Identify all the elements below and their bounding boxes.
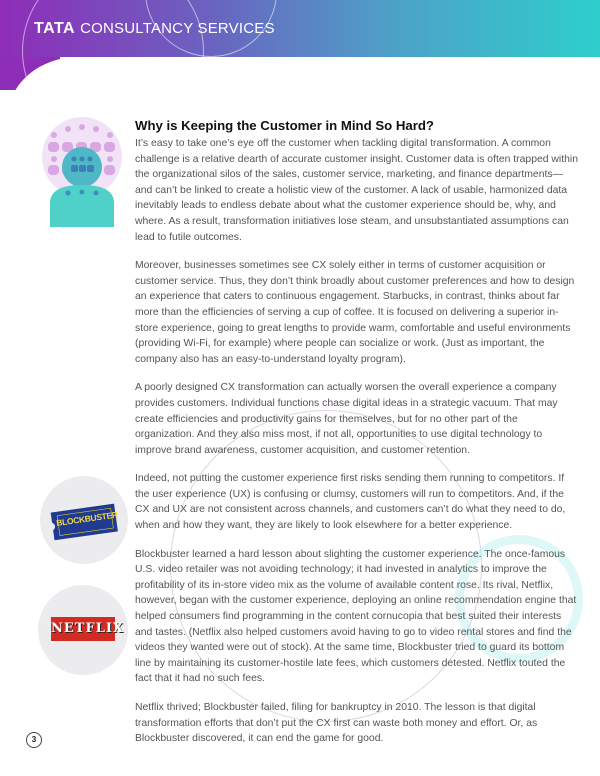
header-banner [0,0,600,90]
page-number: 3 [26,732,42,748]
paragraph: Blockbuster learned a hard lesson about slighting the customer experience. The once-famous U.S. video retailer was not avoiding technology; it had invested in analytics to improve the profitability of its in-store video mix as the volume of available content rose. Its rival, Netflix, however, began with the customer experience, deploying an online recommendation engine that helped consumers find programming in the content cornucopia that best suited their interests and tastes. (Netflix also helped customers avoid having to go to video rental stores and find the videos they wanted were out of stock). At the same time, Blockbuster tried to guard its bottom line by maintaining its customer-hostile late fees, which customers detested. Netflix touted the fact that it had no such fees. [135,548,577,685]
brand-bold: TATA [34,20,76,37]
paragraph: Netflix thrived; Blockbuster failed, filing for bankruptcy in 2010. The lesson is that digital transformation efforts that don’t put the CX first can waste both money and effort. Or, as Blockbuster discovered, it can end the game for good. [135,702,538,745]
tcs-logo [34,20,275,38]
netflix-logo-badge [38,585,128,675]
blockbuster-logo-text: BLOCKBUSTER [55,509,119,528]
paragraph: It’s easy to take one’s eye off the customer when tackling digital transformation. A common challenge is a relative dearth of accurate customer insight. Customer data is often trapped within the organizational silos of the sales, customer service, marketing, and finance departments—and can’t be linked to create a holistic view of the customer. A lack of usable, harmonized data inevitably leads to endless debate about what the customer experience should be, why, and where. As a result, transformation initiatives lose steam, and unsubstantiated assumptions can lead to futile outcomes. [135,138,578,243]
paragraph: A poorly designed CX transformation can actually worsen the overall experience a company provides customers. Individual functions chase digital ideas in a strategic vacuum. That may create efficiencies and productivity gains for themselves, but for no other part of the organization. And they also miss most, if not all, opportunities to use digital technology to improve brand awareness, customer acquisition, and customer retention. [135,382,558,456]
customer-crowd-icon [40,115,124,227]
paragraph: Indeed, not putting the customer experience first risks sending them running to competitors. If the user experience (UX) is confusing or clumsy, customers will run to competitors. And, if the CX and UX are not consistent across channels, and customers can’t do what they need to do, when and how they want, they are likely to look elsewhere for a better experience. [135,473,566,532]
brand-rest: CONSULTANCY SERVICES [80,20,275,37]
paragraph: Moreover, businesses sometimes see CX solely either in terms of customer acquisition or customer service. Thus, they don’t think broadly about customer preferences and how to design an experience that caters to continuous engagement. Starbucks, in contrast, thinks about far more than the efficiencies of serving a cup of coffee. It is focused on delivering a superior in-store experience, going to great lengths to provide warm, comfortable and useful environments (providing Wi-Fi, for example) where people can socialize or work. (Just as important, the company also has an easy-to-understand loyalty program). [135,260,575,365]
article-body [135,117,580,760]
article-title: Why is Keeping the Customer in Mind So Hard? [135,118,434,133]
blockbuster-logo-badge [40,476,128,564]
netflix-logo-text: NETFLIX [51,621,125,636]
